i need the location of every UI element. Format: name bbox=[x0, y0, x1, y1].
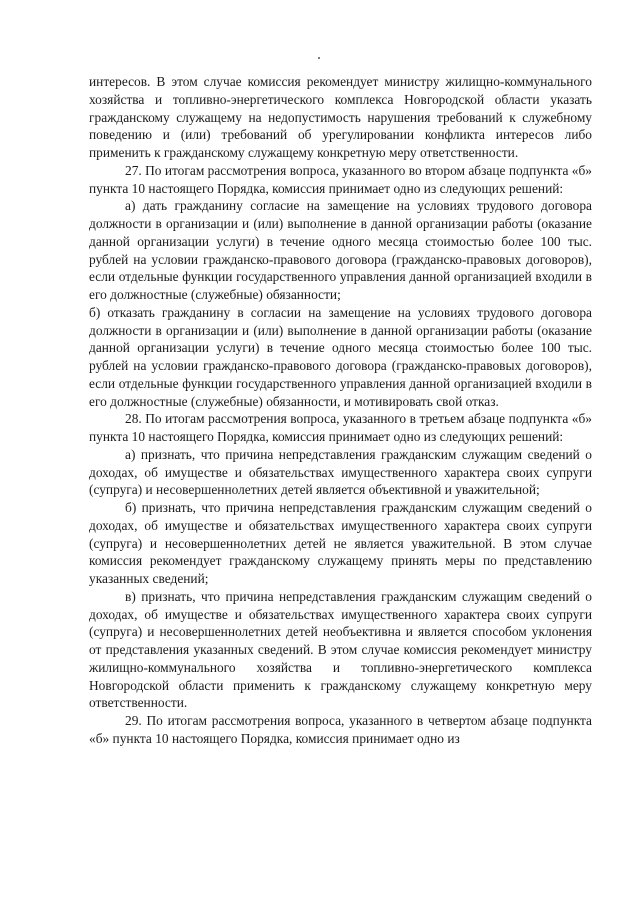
paragraph-27: 27. По итогам рассмотрения вопроса, указанного во втором абзаце подпункта «б» пункта 10 настоящего Порядка, комиссия принимает одно из следующих решений: bbox=[89, 162, 592, 196]
paragraph-28: 28. По итогам рассмотрения вопроса, указанного в третьем абзаце подпункта «б» пункта 10 настоящего Порядка, комиссия принимает одно из следующих решений: bbox=[89, 411, 592, 444]
paragraph-27-a: а) дать гражданину согласие на замещение на условиях трудового договора должности в организации и (или) выполнение в данной организации работы (оказание данной организации услуги) в течение одного месяца стоимостью более 100 тыс. рублей на условии гражданско-правового договора (гражданско-правовых договоров), если отдельные функции государственного управления данной организацией входили в его должностные (служебные) обязанности; bbox=[89, 198, 592, 302]
paragraph-28-b: б) признать, что причина непредставления гражданским служащим сведений о доходах, об имуществе и обязательствах имущественного характера своих супруги (супруга) и несовершеннолетних детей не является уважительной. В этом случае комиссия рекомендует гражданскому служащему принять меры по представлению указанных сведений; bbox=[89, 500, 592, 586]
paragraph-continuation: интересов. В этом случае комиссия рекомендует министру жилищно-коммунального хозяйства и топливно-энергетического комплекса Новгородской области указать гражданскому служащему на недопустимость нарушения требований к служебному поведению и (или) требований об урегулировании конфликта интересов либо применить к гражданскому служащему конкретную меру ответственности. bbox=[89, 74, 592, 160]
paragraph-28-v: в) признать, что причина непредставления гражданским служащим сведений о доходах, об имуществе и обязательствах имущественного характера своих супруги (супруга) и несовершеннолетних детей необъективна и является способом уклонения от представления указанных сведений. В этом случае комиссия рекомендует министру жилищно-коммунального хозяйства и топливно-энергетического комплекса Новгородской области применить к гражданскому служащему конкретную меру ответственности. bbox=[89, 588, 592, 711]
paragraph-29: 29. По итогам рассмотрения вопроса, указанного в четвертом абзаце подпункта «б» пункта 10 настоящего Порядка, комиссия принимает одно из bbox=[89, 713, 592, 746]
paragraph-28-a: а) признать, что причина непредставления гражданским служащим сведений о доходах, об имуществе и обязательствах имущественного характера своих супруги (супруга) и несовершеннолетних детей является объективной и уважительной; bbox=[89, 446, 592, 498]
paragraph-27-b: б) отказать гражданину в согласии на замещение на условиях трудового договора должности в организации и (или) выполнение в данной организации работы (оказание данной организации услуги) в течение одного месяца стоимостью более 100 тыс. рублей на условии гражданско-правового договора (гражданско-правовых договоров), если отдельные функции государственного управления данной организацией входили в его должностные (служебные) обязанности, и мотивировать свой отказ. bbox=[89, 304, 592, 409]
scan-dot bbox=[318, 57, 320, 59]
document-body bbox=[89, 73, 592, 748]
